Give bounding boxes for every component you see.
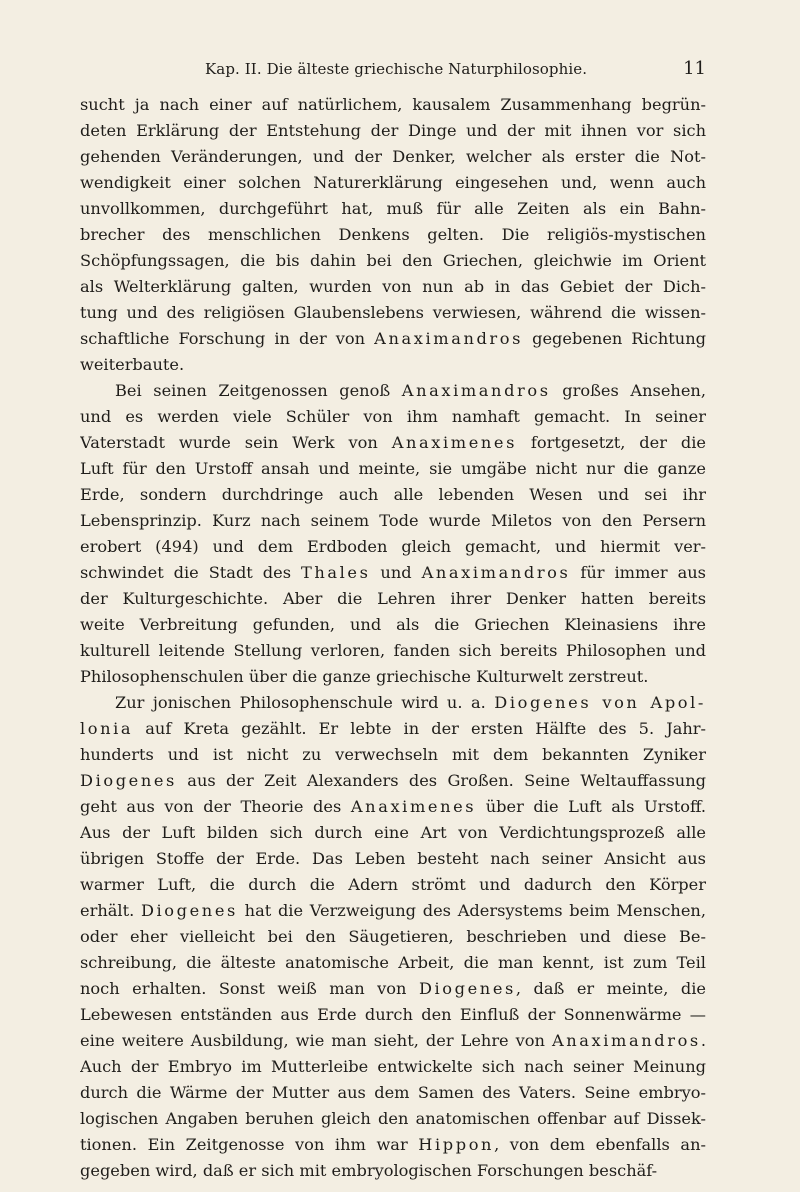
text-line <box>80 482 706 508</box>
text-line <box>80 976 706 1002</box>
text-segment: geht aus von der Theorie des <box>80 797 351 816</box>
text-line <box>80 430 706 456</box>
body-text <box>80 92 706 1184</box>
text-segment: Vaterstadt wurde sein Werk von <box>80 433 392 452</box>
text-segment: aus der Zeit Alexanders des Großen. Seine Weltauffassung <box>176 771 706 790</box>
text-line <box>80 326 706 352</box>
text-line <box>80 1106 706 1132</box>
text-line <box>80 846 706 872</box>
text-segment: weiterbaute. <box>80 355 185 374</box>
text-segment: Philosophenschulen über die ganze griechische Kulturwelt zerstreut. <box>80 667 649 686</box>
text-segment: deten Erklärung der Entstehung der Dinge und der mit ihnen vor sich <box>80 121 706 140</box>
person-name: Anaximenes <box>391 433 518 452</box>
text-segment: und es werden viele Schüler von ihm namhaft gemacht. In seiner <box>80 407 706 426</box>
text-segment: hat die Verzweigung des Adersystems beim Menschen, <box>237 901 706 920</box>
text-line <box>80 534 706 560</box>
person-name: Diogenes <box>80 771 177 790</box>
text-line <box>80 586 706 612</box>
text-segment: sucht ja nach einer auf natürlichem, kausalem Zusammenhang begrün- <box>80 95 706 114</box>
text-segment: Lebewesen entständen aus Erde durch den Einfluß der Sonnenwärme — <box>80 1005 706 1024</box>
text-segment: gegebenen Richtung <box>523 329 706 348</box>
text-line <box>80 820 706 846</box>
person-name: Anaximandros <box>401 381 551 400</box>
text-segment: auf Kreta gezählt. Er lebte in der ersten Hälfte des 5. Jahr- <box>133 719 706 738</box>
text-line <box>80 508 706 534</box>
text-segment: weite Verbreitung gefunden, und als die Griechen Kleinasiens ihre <box>80 615 706 634</box>
text-segment: schaftliche Forschung in der von <box>80 329 375 348</box>
text-line <box>80 794 706 820</box>
person-name: Thales <box>300 563 371 582</box>
text-segment: Luft für den Urstoff ansah und meinte, sie umgäbe nicht nur die ganze <box>80 459 706 478</box>
text-segment: warmer Luft, die durch die Adern strömt und dadurch den Körper <box>80 875 706 894</box>
page-number: 11 <box>683 58 706 79</box>
text-segment: schwindet die Stadt des <box>80 563 301 582</box>
text-segment: erhält. <box>80 901 141 920</box>
text-line <box>80 898 706 924</box>
text-segment: hunderts und ist nicht zu verwechseln mit dem bekannten Zyniker <box>80 745 706 764</box>
text-line <box>80 950 706 976</box>
text-line <box>80 664 706 690</box>
text-line <box>80 170 706 196</box>
text-segment: schreibung, die älteste anatomische Arbeit, die man kennt, ist zum Teil <box>80 953 706 972</box>
person-name: Anaximandros <box>421 563 571 582</box>
text-segment: gehenden Veränderungen, und der Denker, welcher als erster die Not- <box>80 147 706 166</box>
text-line <box>80 638 706 664</box>
text-segment: Erde, sondern durchdringe auch alle lebenden Wesen und sei ihr <box>80 485 706 504</box>
text-line <box>80 352 706 378</box>
text-segment: . <box>700 1031 706 1050</box>
person-name: Diogenes <box>418 979 516 998</box>
text-segment: über die Luft als Urstoff. <box>476 797 706 816</box>
text-line <box>80 456 706 482</box>
text-line <box>80 924 706 950</box>
chapter-header: Kap. II. Die älteste griechische Naturphilosophie. <box>205 60 588 78</box>
text-line <box>80 742 706 768</box>
text-segment: noch erhalten. Sonst weiß man von <box>80 979 419 998</box>
text-segment: , von dem ebenfalls an- <box>494 1135 706 1154</box>
text-line <box>80 248 706 274</box>
text-segment: logischen Angaben beruhen gleich den anatomischen offenbar auf Dissek- <box>80 1109 706 1128</box>
text-line <box>80 1054 706 1080</box>
text-line <box>80 560 706 586</box>
person-name: Diogenes <box>140 901 238 920</box>
text-line <box>80 612 706 638</box>
text-segment: tionen. Ein Zeitgenosse von ihm war <box>80 1135 419 1154</box>
text-line <box>80 716 706 742</box>
text-segment: tung und des religiösen Glaubenslebens verwiesen, während die wissen- <box>80 303 706 322</box>
text-segment: der Kulturgeschichte. Aber die Lehren ihrer Denker hatten bereits <box>80 589 706 608</box>
text-segment: oder eher vielleicht bei den Säugetieren, beschrieben und diese Be- <box>80 927 706 946</box>
text-line <box>80 196 706 222</box>
text-segment: Bei seinen Zeitgenossen genoß <box>115 381 402 400</box>
text-segment: erobert (494) und dem Erdboden gleich gemacht, und hiermit ver- <box>80 537 706 556</box>
person-name: Hippon <box>418 1135 495 1154</box>
text-line <box>80 118 706 144</box>
text-segment: für immer aus <box>570 563 706 582</box>
text-line <box>80 404 706 430</box>
person-name: lonia <box>80 719 134 738</box>
text-line <box>80 300 706 326</box>
text-segment: Auch der Embryo im Mutterleibe entwickelte sich nach seiner Meinung <box>80 1057 706 1076</box>
text-segment: als Welterklärung galten, wurden von nun ab in das Gebiet der Dich- <box>80 277 706 296</box>
text-line <box>80 1132 706 1158</box>
text-line <box>80 1080 706 1106</box>
text-line <box>80 872 706 898</box>
text-segment: und <box>370 563 422 582</box>
text-line <box>80 378 706 404</box>
text-line <box>80 222 706 248</box>
text-line <box>80 690 706 716</box>
text-line <box>80 1002 706 1028</box>
text-line <box>80 1158 706 1184</box>
person-name: Diogenes von Apol- <box>494 693 706 712</box>
text-segment: durch die Wärme der Mutter aus dem Samen des Vaters. Seine embryo- <box>80 1083 706 1102</box>
text-line <box>80 144 706 170</box>
running-header <box>80 58 706 82</box>
text-line <box>80 1028 706 1054</box>
text-segment: übrigen Stoffe der Erde. Das Leben besteht nach seiner Ansicht aus <box>80 849 706 868</box>
text-segment: großes Ansehen, <box>550 381 706 400</box>
text-segment: Lebensprinzip. Kurz nach seinem Tode wurde Miletos von den Persern <box>80 511 706 530</box>
person-name: Anaximenes <box>350 797 477 816</box>
text-segment: fortgesetzt, der die <box>517 433 706 452</box>
text-line <box>80 768 706 794</box>
text-segment: kulturell leitende Stellung verloren, fanden sich bereits Philosophen und <box>80 641 706 660</box>
text-segment: unvollkommen, durchgeführt hat, muß für alle Zeiten als ein Bahn- <box>80 199 706 218</box>
text-segment: brecher des menschlichen Denkens gelten. Die religiös-mystischen <box>80 225 706 244</box>
text-segment: Aus der Luft bilden sich durch eine Art von Verdichtungsprozeß alle <box>80 823 706 842</box>
person-name: Anaximandros <box>374 329 524 348</box>
text-segment: eine weitere Ausbildung, wie man sieht, der Lehre von <box>80 1031 552 1050</box>
person-name: Anaximandros <box>551 1031 701 1050</box>
text-segment: wendigkeit einer solchen Naturerklärung eingesehen und, wenn auch <box>80 173 706 192</box>
text-segment: , daß er meinte, die <box>515 979 706 998</box>
text-segment: Schöpfungssagen, die bis dahin bei den Griechen, gleichwie im Orient <box>80 251 706 270</box>
text-line <box>80 274 706 300</box>
text-line <box>80 92 706 118</box>
text-segment: Zur jonischen Philosophenschule wird u. a. <box>115 693 495 712</box>
text-segment: gegeben wird, daß er sich mit embryologischen Forschungen beschäf- <box>80 1161 658 1180</box>
